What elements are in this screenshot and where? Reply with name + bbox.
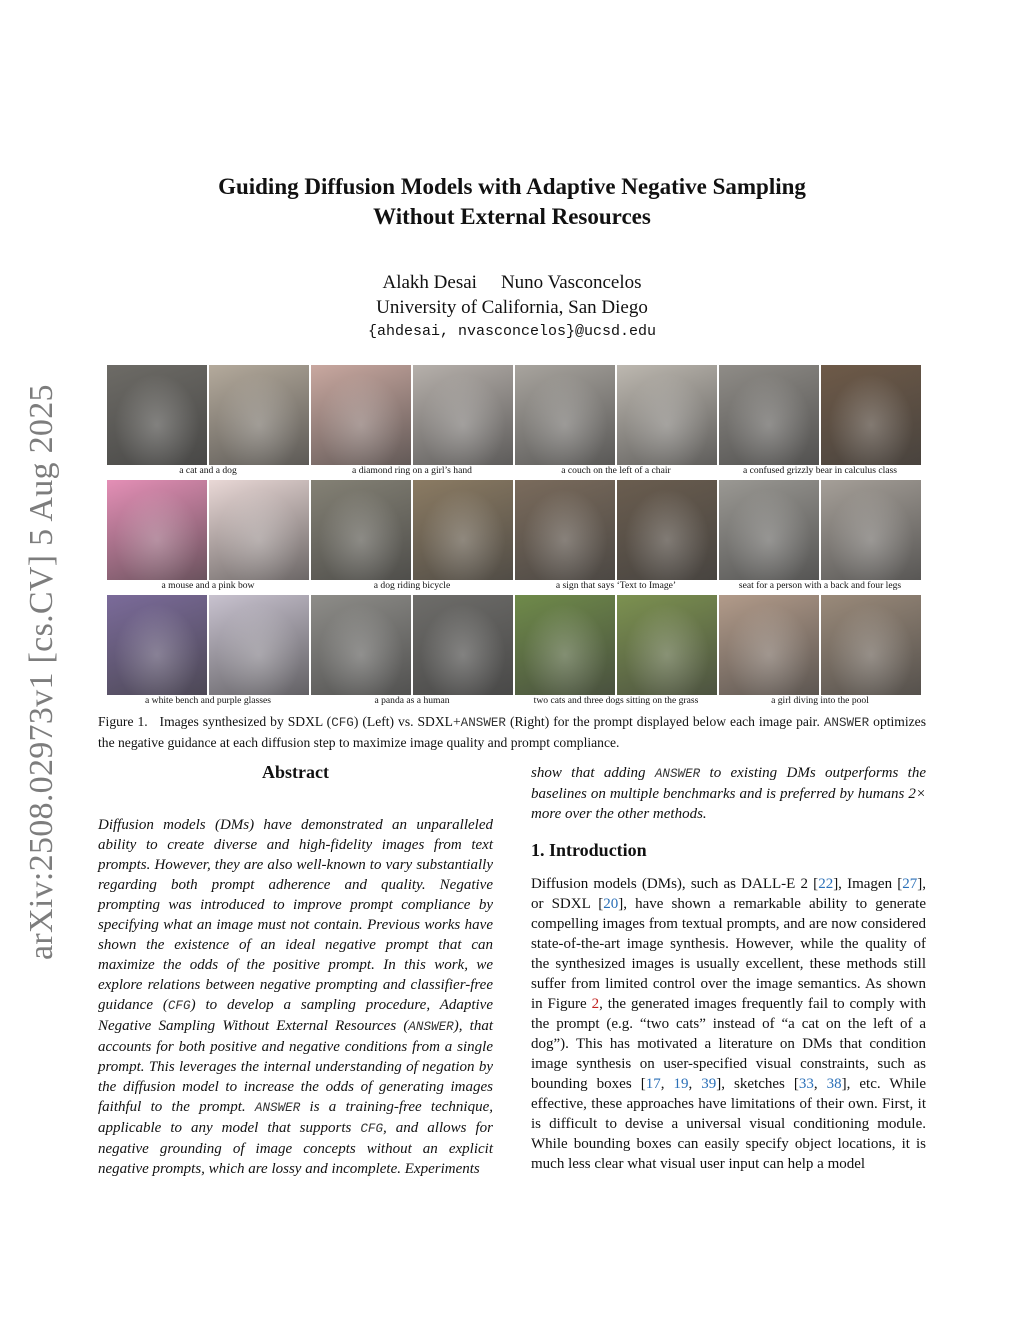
image-pair-images: [107, 480, 309, 580]
cfg-image: [311, 595, 411, 695]
image-pair: [311, 365, 513, 477]
right-column: [531, 763, 926, 1174]
affiliation: University of California, San Diego: [376, 297, 648, 318]
figure-label: Figure 1.: [98, 714, 148, 729]
intro-span: , the generated images frequently fail to comply with the prompt (e.g. “two cats” instead of “a cat on the left of a dog”). This has motivated a literature on DMs that condition image synthesis on user-specified visual constraints, such as bounding boxes [: [531, 996, 926, 1092]
citation-link[interactable]: 38: [826, 1076, 842, 1092]
citation-link[interactable]: 19: [673, 1076, 689, 1092]
image-pair-caption: a couch on the left of a chair: [561, 465, 671, 476]
abstract-span: ), that accounts for both positive and negative conditions from a single prompt. This leverages the internal understanding of negation by the diffusion model to increase the odds of generating images faithful to the prompt.: [98, 1018, 493, 1115]
cfg-image: [311, 480, 411, 580]
image-pair: [107, 365, 309, 477]
abstract-code: ANSWER: [408, 1020, 454, 1034]
image-pair-caption: a girl diving into the pool: [771, 695, 869, 706]
figure-1-image-grid: [107, 365, 921, 710]
image-pair-images: [107, 595, 309, 695]
figure-link[interactable]: 2: [591, 996, 600, 1012]
caption-text: (Right) for the prompt displayed below each image pair.: [506, 714, 820, 729]
answer-image: [209, 480, 309, 580]
abstract-code: ANSWER: [654, 767, 701, 781]
image-pair-caption: a cat and a dog: [179, 465, 237, 476]
image-pair-caption: seat for a person with a back and four legs: [738, 580, 902, 591]
cfg-image: [719, 595, 819, 695]
author-1: Alakh Desai: [382, 272, 477, 293]
abstract-span: , and allows for negative grounding of image concepts without an explicit negative prompts, which are lossy and incomplete. Experiments: [98, 1120, 493, 1177]
image-pair: [719, 365, 921, 477]
image-pair-images: [311, 480, 513, 580]
intro-span: ], have shown a remarkable ability to generate compelling images from textual prompts, and are now considered state-of-the-art image synthesis. However, while the quality of the synthesized images is usually excellent, these methods still suffer from limited control over the image semantics. As shown in Figure: [531, 896, 926, 1012]
arxiv-identifier: arXiv:2508.02973v1 [cs.CV] 5 Aug 2025: [23, 384, 60, 960]
answer-image: [413, 365, 513, 465]
image-pair-images: [719, 595, 921, 695]
image-pair-caption: two cats and three dogs sitting on the grass: [533, 695, 699, 706]
abstract-span: show that adding: [531, 765, 655, 781]
image-pair-caption: a diamond ring on a girl’s hand: [352, 465, 472, 476]
image-pair-images: [515, 365, 717, 465]
abstract-code: ANSWER: [254, 1101, 301, 1115]
intro-span: ], etc. While effective, these approaches have limitations of their own. First, it is difficult to devise a universal visual conditioning module. While bounding boxes can easily specify object locations, it is much less clear what visual user input can help a model: [531, 1076, 927, 1172]
caption-code: ANSWER: [823, 716, 870, 730]
author-email: {ahdesai, nvasconcelos}@ucsd.edu: [367, 323, 657, 340]
image-pair-caption: a confused grizzly bear in calculus class: [743, 465, 897, 476]
cfg-image: [107, 480, 207, 580]
abstract-code: CFG: [360, 1122, 384, 1136]
image-pair-caption: a sign that says ‘Text to Image’: [555, 580, 677, 591]
image-pair: [515, 365, 717, 477]
figure-1-caption: [98, 712, 926, 752]
abstract-span: ) to develop a sampling procedure, Adaptive Negative Sampling Without External Resources (: [98, 997, 494, 1034]
caption-text: optimizes the negative guidance at each diffusion step to maximize image quality and prompt compliance.: [98, 714, 927, 750]
title-line-2: Without External Resources: [373, 204, 651, 229]
answer-image: [617, 365, 717, 465]
intro-span: ], or SDXL [: [531, 876, 927, 912]
citation-link[interactable]: 33: [798, 1076, 814, 1092]
cfg-image: [515, 595, 615, 695]
image-pair: [311, 595, 513, 707]
abstract-text: [98, 815, 493, 1179]
title-line-1: Guiding Diffusion Models with Adaptive Negative Sampling: [218, 174, 806, 199]
introduction-text: [531, 874, 926, 1174]
caption-code: CFG: [331, 716, 354, 730]
intro-span: Diffusion models (DMs), such as DALL-E 2 [: [531, 876, 819, 892]
answer-image: [209, 365, 309, 465]
image-pair: [515, 595, 717, 707]
image-pair: [719, 480, 921, 592]
answer-image: [821, 365, 921, 465]
answer-image: [209, 595, 309, 695]
image-pair-images: [515, 595, 717, 695]
image-pair: [719, 595, 921, 707]
intro-span: ], Imagen [: [833, 876, 903, 892]
caption-text: Images synthesized by SDXL (: [159, 714, 332, 729]
image-pair-images: [515, 480, 717, 580]
image-pair: [107, 595, 309, 707]
cfg-image: [515, 480, 615, 580]
abstract-span: Diffusion models (DMs) have demonstrated an unparalleled ability to create diverse and high-fidelity images from text prompts. However, they are also well-known to vary substantially regarding both prompt adherence and quality. Negative prompting was introduced to improve prompt compliance by specifying what an image must not contain. Previous works have shown the existence of an ideal negative prompt that can maximize the odds of the positive prompt. In this work, we explore relations between negative prompting and classifier-free guidance (: [98, 817, 493, 1013]
cfg-image: [311, 365, 411, 465]
abstract-continuation: [531, 763, 926, 824]
answer-image: [821, 480, 921, 580]
image-pair-images: [311, 595, 513, 695]
image-pair-caption: a dog riding bicycle: [373, 580, 451, 591]
abstract-span: is a training-free technique, applicable to any model that supports: [98, 1099, 493, 1136]
answer-image: [413, 595, 513, 695]
intro-span: ,: [813, 1076, 827, 1092]
image-pair-caption: a white bench and purple glasses: [144, 695, 271, 706]
image-pair-images: [311, 365, 513, 465]
figure-row: [107, 480, 921, 592]
cfg-image: [515, 365, 615, 465]
citation-link[interactable]: 17: [645, 1076, 661, 1092]
image-pair-images: [107, 365, 309, 465]
figure-row: [107, 595, 921, 707]
citation-link[interactable]: 22: [818, 876, 834, 892]
paper-title: [110, 172, 914, 232]
abstract-heading: Abstract: [262, 762, 329, 782]
image-pair-images: [719, 480, 921, 580]
author-2: Nuno Vasconcelos: [500, 272, 642, 293]
citation-link[interactable]: 20: [603, 896, 619, 912]
cfg-image: [719, 480, 819, 580]
answer-image: [413, 480, 513, 580]
abstract-code: CFG: [167, 999, 191, 1013]
intro-span: ,: [660, 1076, 674, 1092]
authors: [0, 270, 1024, 296]
caption-code: ANSWER: [460, 716, 506, 730]
image-pair-caption: a panda as a human: [374, 695, 450, 706]
image-pair: [107, 480, 309, 592]
intro-span: ,: [688, 1076, 702, 1092]
image-pair: [311, 480, 513, 592]
intro-span: ], sketches [: [716, 1076, 799, 1092]
caption-text: ) (Left) vs. SDXL+: [353, 714, 461, 729]
figure-row: [107, 365, 921, 477]
image-pair: [515, 480, 717, 592]
abstract-span: to existing DMs outperforms the baselines on multiple benchmarks and is preferred by humans 2× more over the other methods.: [531, 765, 926, 822]
image-pair-caption: a mouse and a pink bow: [161, 580, 255, 591]
answer-image: [617, 595, 717, 695]
answer-image: [617, 480, 717, 580]
answer-image: [821, 595, 921, 695]
cfg-image: [107, 365, 207, 465]
cfg-image: [719, 365, 819, 465]
image-pair-images: [719, 365, 921, 465]
cfg-image: [107, 595, 207, 695]
citation-link[interactable]: 39: [701, 1076, 717, 1092]
introduction-heading: 1. Introduction: [531, 840, 647, 860]
citation-link[interactable]: 27: [902, 876, 918, 892]
